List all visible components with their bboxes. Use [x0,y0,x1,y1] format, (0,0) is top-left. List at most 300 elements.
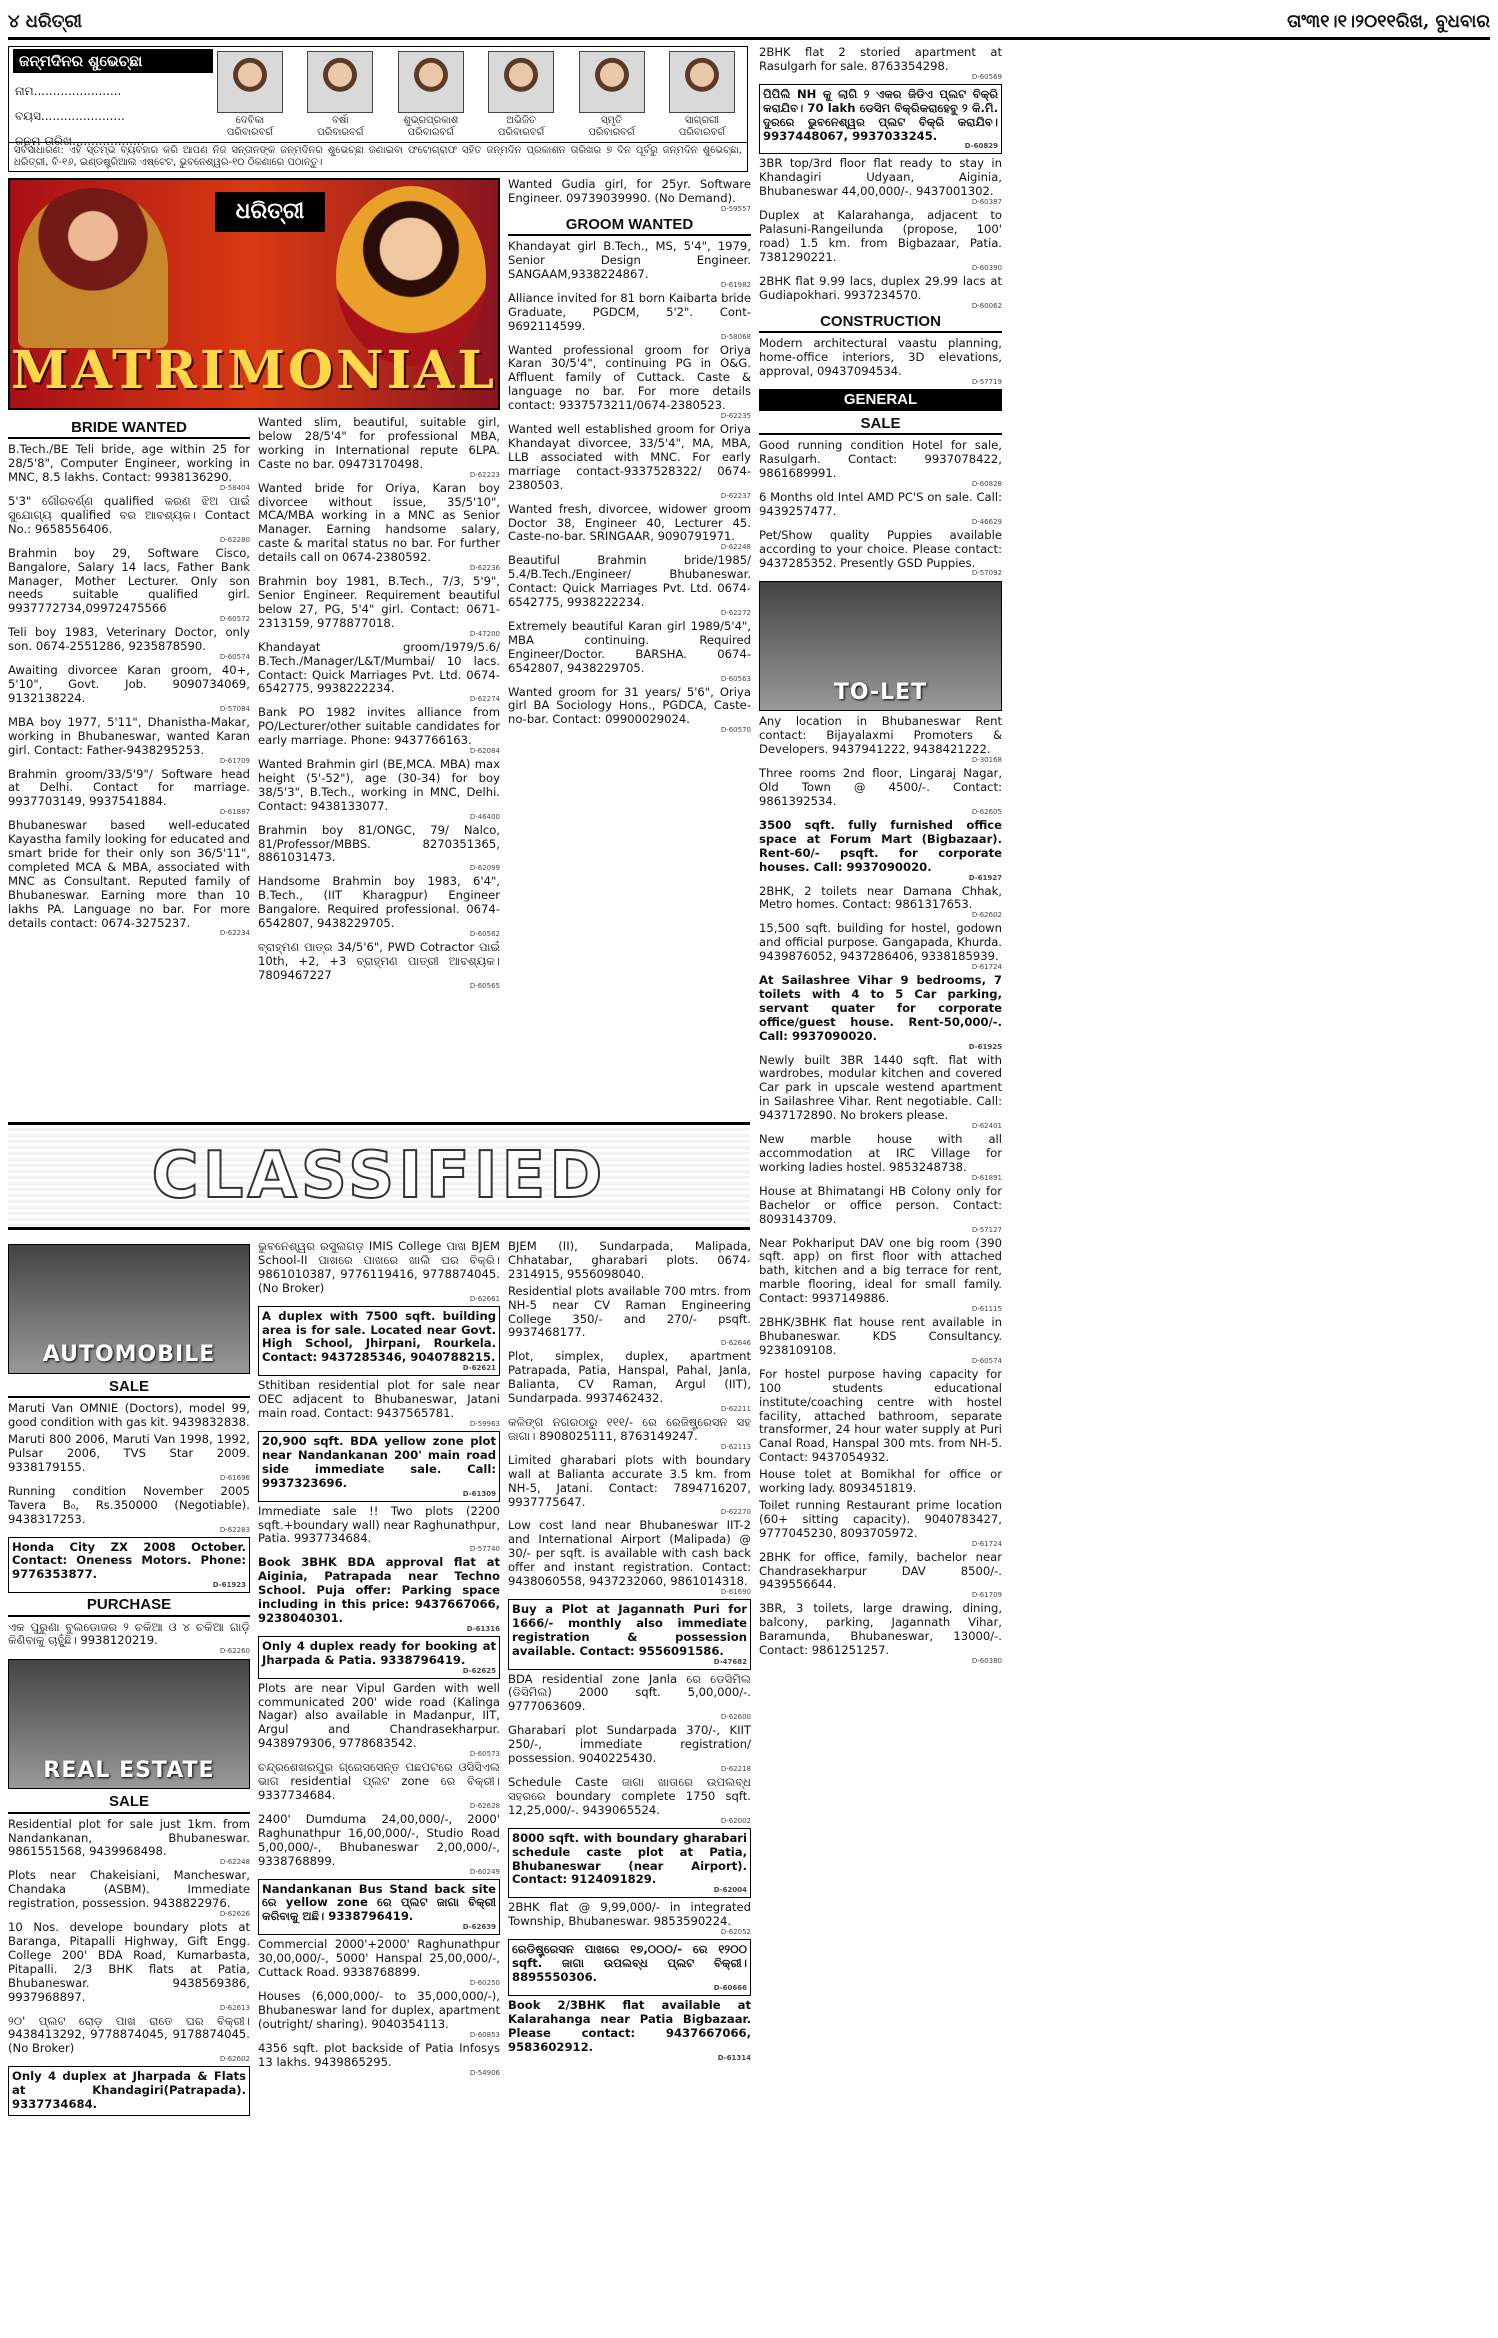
general-ads [759,439,1002,577]
ad-code: D-62248 [720,543,751,552]
classified-ad [508,503,751,552]
ad-text: At Sailashree Vihar 9 bedrooms, 7 toilets with 4 to 5 Car parking, servant quater for corporate office/guest house. Rent-50,000/-. Call: 9937090020. [759,973,1002,1043]
classified-ad [8,664,250,713]
ad-code: D-61925 [968,1042,1002,1051]
ad-code: D-60570 [720,726,751,735]
birthday-kid [571,51,653,137]
groom-wanted-heading: GROOM WANTED [508,216,751,236]
ad-text: Three rooms 2nd floor, Lingaraj Nagar, Old Town @ 4500/-. Contact: 9861392534. [759,766,1002,808]
classified-ad [258,1240,500,1303]
classified-ad [258,758,500,821]
classified-ad [759,885,1002,920]
ad-code: D-60062 [971,301,1002,310]
classified-ad [258,641,500,704]
ad-text: BJEM (II), Sundarpada, Malipada, Chhatabar, gharabari plots. 0674-2314915, 9556098040. [508,1240,751,1281]
classified-ad [258,1431,500,1502]
birthday-box [8,46,748,172]
classified-ad [759,157,1002,206]
classified-ad [508,1416,751,1451]
tolet-ads [759,715,1002,1665]
classified-ad [759,1185,1002,1234]
ad-code: D-61709 [219,756,250,765]
classified-ad [258,482,500,572]
column-2-lower [258,1240,500,2330]
birthday-kid [661,51,743,137]
ad-text: Newly built 3BR 1440 sqft. flat with wardrobes, modular kitchen and covered Car park in upscale westend apartment in Sailashree Vihar. Rent negotiable. Call: 9437172890. No brokers please. [759,1052,1002,1123]
ad-text: Near Pokhariput DAV one big room (390 sqft. app) on first floor with attached bath, kitchen and a big terrace for rent, marble flooring, ideal for small family. Contact: 9937149886. [759,1235,1002,1306]
ad-code: D-60390 [971,263,1002,272]
ad-code: D-61309 [462,1489,496,1498]
ad-code: D-60574 [971,1356,1002,1365]
birthday-note: ସର୍ବସାଧାରଣ: ଏହି ସ୍ତମ୍ଭ ବ୍ୟବହାର କରି ଆପଣ ନିଜ ସନ୍ତାନଙ୍କ ଜନ୍ମଦିନର ଶୁଭେଚ୍ଛା ଜଣାଇବା ଫଟୋଗ୍ରାଫ ସହିତ ଜନ୍ମଦିନ ପ୍ରକାଶନ ତାରିଖର ୭ ଦିନ ପୂର୍ବରୁ ଜନ୍ମଦିନ ଶୁଭେଚ୍ଛା, ଧରିତ୍ରୀ, ବି-୧୬, ଇଣ୍ଡଷ୍ଟ୍ରିଆଲ ଏଷ୍ଟେଟ, ଭୁବନେଶ୍ୱର-୧୦ ଠିକଣାରେ ପଠାନ୍ତୁ। [9,142,747,171]
ad-code: D-62248 [219,1858,250,1867]
ad-code: D-61982 [720,280,751,289]
ad-text: House at Bhimatangi HB Colony only for Bachelor or office person. Contact: 8093143709. [759,1183,1002,1226]
ad-text: Only 4 duplex ready for booking at Jharpada & Patia. 9338796419. [262,1638,496,1667]
classified-ad [759,439,1002,488]
classified-ad [508,554,751,617]
ad-code: D-47682 [713,1657,747,1666]
general-heading: GENERAL [759,389,1002,411]
ad-code: D-62260 [219,1647,250,1656]
ad-code: D-61115 [971,1305,1002,1314]
ad-text: Extremely beautiful Karan girl 1989/5'4", MBA continuing. Required Engineer/Doctor. BARSHA. 0674-6542807, 9438229705. [508,618,751,675]
classified-ad [508,423,751,500]
purchase-heading: PURCHASE [8,1596,250,1616]
birthday-kid [299,51,381,137]
matrimonial-banner [8,178,500,410]
ad-code: D-54906 [469,2068,500,2077]
ad-text: 2BHK flat 2 storied apartment at Rasulgarh for sale. 8763354298. [759,46,1002,73]
classified-ad [258,1938,500,1987]
classified-ad [508,1999,751,2062]
classified-ad [258,2042,500,2077]
ad-code: D-62401 [971,1122,1002,1131]
ad-text: Gharabari plot Sundarpada 370/-, KIIT 250/-, immediate registration/ possession. 9040225430. [508,1723,751,1766]
auto-sale-heading: SALE [8,1378,250,1398]
ad-code: D-62052 [720,1928,751,1937]
classified-ad [258,1306,500,1377]
ad-text: 10 Nos. develope boundary plots at Baranga, Pitapalli Highway, Gift Engg. College 200' BDA Road, Kumarbasta, Pitapalli. 2/3 BHK flats at Patia, Bhubaneswar. 9438569386, 9937968897. [8,1920,250,2004]
classified-ad [508,1673,751,1722]
classified-ad [8,547,250,624]
kid-name: ଅଭିଜିତ [506,115,537,126]
ad-text: Buy a Plot at Jagannath Puri for 1666/- monthly also immediate registration & possession available. Contact: 9556091586. [512,1601,747,1658]
ad-code: D-62280 [219,535,250,544]
ad-text: Alliance invited for 81 born Kaibarta bride Graduate, PGDCM, 5'2". Cont-9692114599. [508,290,751,333]
ad-code: D-60380 [971,1657,1002,1666]
ad-code: D-62605 [971,807,1002,816]
ad-text: Houses (6,000,000/- to 35,000,000/-), Bhubaneswar land for duplex, apartment (outright/ sharing). 9040354113. [258,1988,500,2031]
ad-code: D-60249 [469,1867,500,1876]
ad-text: Residential plot for sale just 1km. from Nandankanan, Bhubaneswar. 9861551568, 9439968498. [8,1816,250,1859]
ad-text: Only 4 duplex at Jharpada & Flats at Khandagiri(Patrapada). 9337734684. [12,2069,246,2112]
ad-code: D-58404 [219,484,250,493]
ad-text: ବ୍ରାହ୍ମଣ ପାତ୍ର 34/5'6", PWD Cotractor ପାଇଁ 10th, +2, +3 ବ୍ରାହ୍ମଣ ପାତ୍ରୀ ଆବଶ୍ୟକ। 7809467227 [258,940,500,982]
classified-ad [258,1636,500,1679]
kid-family: ପରିବାରବର୍ଗ [588,127,635,139]
kid-family: ପରିବାରବର୍ଗ [226,127,274,139]
child-photo [398,51,464,113]
ad-text: Running condition November 2005 Tavera B₀, Rs.350000 (Negotiable). 9438317253. [8,1483,250,1526]
ad-text: Awaiting divorcee Karan groom, 40+, 5'10", Govt. Job. 9090734069, 9132138224. [8,663,250,705]
ad-text: 2BHK, 2 toilets near Damana Chhak, Metro homes. Contact: 9861317653. [759,883,1002,912]
ad-text: Plots are near Vipul Garden with well communicated 200' wide road (Kalinga Nagar) also available in Madanpur, IIT, Argul and Chandrasekharpur. 9438979306, 9778683542. [258,1680,500,1751]
classified-ad [508,344,751,421]
masthead [8,6,1490,40]
ad-text: For hostel purpose having capacity for 100 students educational institute/coaching centre with hostel facility, attached bathroom, separate transformer, 24 hour water supply at Puri Canal Road, Hanspal 300 mts. from NH-5. Contact: 9437054932. [759,1366,1002,1465]
ad-text: Immediate sale !! Two plots (2200 sqft.+boundary wall) near Raghunathpur, Patia. 9937734684. [258,1503,500,1546]
ad-text: 20,900 sqft. BDA yellow zone plot near Nandankanan 200' main road side immediate sale. Call: 9937323696. [262,1433,496,1490]
ad-code: D-60828 [971,479,1002,488]
ad-text: 5'3" ଗୌରବର୍ଣ୍ଣ qualified କରଣ ଝିଅ ପାଇଁ ସୁଯୋଗ୍ୟ qualified ବର ଆବଶ୍ୟକ। Contact No.: 9658556406. [8,494,250,536]
realestate-ads [8,1818,250,2116]
ad-code: D-62099 [469,864,500,873]
dharitri-logo: ଧରିତ୍ରୀ [215,192,325,232]
ad-code: D-62661 [469,1294,500,1303]
general-sale-heading: SALE [759,415,1002,435]
ad-text: Bank PO 1982 invites alliance from PO/Lecturer/other suitable candidates for early marriage. Phone: 9437766163. [258,705,500,748]
birthday-field-name: ନାମ....................... [15,84,122,98]
matrimonial-ads-list [258,416,500,990]
ad-code: D-61887 [219,808,250,817]
classified-ad [759,767,1002,816]
classified-ad [508,240,751,289]
ad-code: D-61724 [971,963,1002,972]
classified-ad [8,1402,250,1430]
ad-text: 2BHK flat 9.99 lacs, duplex 29.99 lacs at Gudiapokhari. 9937234570. [759,273,1002,302]
classified-banner: CLASSIFIED [8,1122,750,1230]
ad-code: D-62621 [462,1364,496,1373]
ad-text: Duplex at Kalarahanga, adjacent to Palasuni-Rangeilunda (propose, 100' road) 1.5 km. from Bigbazaar, Patia. 7381290221. [759,208,1002,264]
ad-text: Modern architectural vaastu planning, home-office interiors, 3D elevations, approval, 09437094534. [759,335,1002,378]
plot-ads [508,1240,751,2062]
ad-text: କଳିଙ୍ଗ ନଗରଠାରୁ ୧୧୧/- ରେ ରେଜିଷ୍ଟ୍ରେସନ ସହ ଜାଗା। 8908025111, 8763149247. [508,1414,751,1443]
ad-code: D-61891 [971,1173,1002,1182]
classified-ad [759,715,1002,764]
ad-text: Schedule Caste ଜାଗା ଖାତାରେ ଉପଲବ୍ଧ ସହରରେ boundary complete 1750 sqft. 12,25,000/-. 9439065524. [508,1775,751,1817]
purchase-ads [8,1621,250,1656]
ad-text: MBA boy 1977, 5'11", Dhanistha-Makar, working in Bhubaneswar, wanted Karan girl. Contact: Father-9438295253. [8,714,250,757]
ad-text: A duplex with 7500 sqft. building area is for sale. Located near Govt. High School, Jhirpani, Rourkela. Contact: 9437285346, 9040788215. [262,1308,496,1365]
classified-ad [508,178,751,213]
child-photo [488,51,554,113]
classified-ad [8,443,250,492]
classified-ad [508,1519,751,1596]
birthday-field-dob: ଜନ୍ମ ତାରିଖ................... [15,134,145,149]
classified-ad [759,1468,1002,1496]
ad-text: New marble house with all accommodation at IRC Village for working ladies hostel. 9853248738. [759,1132,1002,1174]
ad-text: Wanted well established groom for Oriya Khandayat divorcee, 33/5'4", MA, MBA, LLB associated with MNC. For early marriage contact-9337528322/ 0674-2380503. [508,422,751,492]
classified-ad [258,875,500,938]
ad-code: D-57740 [469,1545,500,1554]
ad-code: D-62646 [720,1339,751,1348]
child-photo [307,51,373,113]
ad-code: D-60387 [971,198,1002,207]
ad-code: D-62002 [720,1816,751,1825]
classified-ad [8,1485,250,1534]
ad-text: Nandankanan Bus Stand back site ରେ yellow zone ରେ ପ୍ଲଟ ଜାଗା ବିକ୍ରୀ କରିବାକୁ ଅଛି। 9338796419. [262,1881,496,1924]
classified-ad [508,1454,751,1517]
ad-text: 3BR top/3rd floor flat ready to stay in Khandagiri Udyaan, Aiginia, Bhubaneswar 44,00,000/-. 9437001302. [759,156,1002,199]
child-photo [579,51,645,113]
classified-ad [258,706,500,755]
issue-date: ତାଂ୩୧।୧।୨୦୧୧ରିଖ, ବୁଧବାର [1287,10,1490,32]
ad-code: D-57084 [219,704,250,713]
kid-family: ପରିବାରବର୍ଗ [407,127,454,139]
ad-code: D-62223 [469,470,500,479]
ad-code: D-61923 [212,1581,246,1590]
ad-code: D-46400 [469,812,500,821]
ad-code: D-59963 [469,1419,500,1428]
ad-text: ଚନ୍ଦ୍ରଶେଖରପୁର ଗ୍ରେସସେନ୍ତ ପଛପଟରେ ଓସିସିଏଲ ଭାଗ residential ପ୍ଲଟ zone ରେ ବିକ୍ରୀ। 9337734684. [258,1760,500,1802]
ad-code: D-60572 [219,615,250,624]
classified-ad [258,1761,500,1810]
column-4 [759,46,1002,2330]
ad-text: House tolet at Bomikhal for office or working lady. 8093451819. [759,1467,1002,1496]
classified-ad [8,2066,250,2116]
ad-code: D-59557 [720,204,751,213]
ad-code: D-57719 [971,377,1002,386]
ad-text: ଏକ ପୁରୁଣା ବୁଲଡୋଜର ୨ ଚକିଆ ଓ ୪ ଚକିଆ ଗାଡ଼ି କିଣିବାକୁ ଚାହୁଁଛି। 9938120219. [8,1619,250,1648]
classified-ad [759,1054,1002,1131]
ad-code: D-62218 [720,1765,751,1773]
ad-code: D-62625 [462,1666,496,1675]
ad-text: Khandayat girl B.Tech., MS, 5'4", 1979, Senior Design Engineer. SANGAAM,9338224867. [508,239,751,281]
child-photo [669,51,735,113]
classified-ad [258,824,500,873]
classified-ad [508,1724,751,1773]
ad-text: Wanted Gudia girl, for 25yr. Software Engineer. 09739039990. (No Demand). [508,178,751,205]
classified-ad [508,1240,751,1282]
ad-text: Book 2/3BHK flat available at Kalarahanga near Patia Bigbazaar. Please contact: 9437667066, 9583602912. [508,1997,751,2054]
tolet-photo [759,581,1002,711]
realestate-sale-heading: SALE [8,1793,250,1813]
ad-text: Wanted professional groom for Oriya Karan 30/5'4", continuing PG in O&G. Affluent family of Cuttack. Caste & language no bar. For more details contact: 9337573211/0674-2380523. [508,342,751,413]
classified-ad [258,1556,500,1633]
classified-ad [508,1776,751,1825]
groom-wanted-list [508,240,751,734]
column-3-groom [508,178,751,1116]
classified-ad [508,1285,751,1348]
ad-text: 3BR, 3 toilets, large drawing, dining, balcony, parking, Jagannath Vihar, Baramunda, Bhubaneswar, 13000/-. Contact: 9861251257. [759,1601,1002,1658]
classified-ad [759,1551,1002,1600]
classified-ad [8,1433,250,1482]
classified-ad [508,1350,751,1413]
classified-ad [759,1602,1002,1665]
kid-family: ପରିବାରବର୍ଗ [678,127,726,139]
ad-code: D-62600 [720,1713,751,1722]
ad-text: ରେଡିଷ୍ଟ୍ରେସନ ପାଖରେ ୧୭,୦୦୦/- ରେ ୧୨୦୦ sqft. ଜାଗା ଉପଲବ୍ଧ ପ୍ଲଟ ବିକ୍ରୀ। 8895550306. [512,1942,747,1984]
ad-code: D-62236 [469,564,500,573]
ad-text: Plot, simplex, duplex, apartment Patrapada, Patia, Hanspal, Pahal, Janla, Balianta, CV Raman, Argul (IIT), Sundarpada. 9937462432. [508,1349,751,1406]
ad-text: 15,500 sqft. building for hostel, godown and official purpose. Gangapada, Khurda. 9439876052, 9437286406, 9338185939. [759,921,1002,964]
ad-text: B.Tech./BE Teli bride, age within 25 for 28/5'8", Computer Engineer, working in MNC, 8.5 lakhs. Contact: 9938136290. [8,442,250,485]
automobile-label: AUTOMOBILE [42,1342,216,1368]
ad-code: D-61927 [968,873,1002,882]
ad-code: D-57127 [971,1225,1002,1234]
birthday-photos [209,51,743,137]
ad-code: D-62274 [469,695,500,704]
kid-name: ସାଗ୍ରଗୀ [684,115,719,126]
ad-code: D-62602 [219,2055,250,2064]
ad-code: D-62113 [720,1442,751,1451]
classified-banner-wrap [8,1122,750,1234]
ad-text: Wanted Brahmin girl (BE,MCA. MBA) max height (5'-52"), age (30-34) for boy 38/5'3", B.Tech., working in MNC, Delhi. Contact: 9438133077. [258,757,500,813]
ad-text: Wanted bride for Oriya, Karan boy divorcee without issue, 35/5'10", MCA/MBA working in a MNC as Senior Manager. Earning handsome salary, caste & marital status no bar. For further details call on 0674-2380592. [258,480,500,565]
classified-ad [759,922,1002,971]
classified-ad [8,1869,250,1918]
classified-ad [759,1133,1002,1182]
ad-code: D-62270 [720,1508,751,1517]
kid-name: ବର୍ଷା [332,115,349,126]
classified-ad [258,575,500,638]
classified-ad [8,1621,250,1656]
ad-code: D-60562 [469,930,500,938]
ad-code: D-61696 [219,1473,250,1482]
ad-code: D-62235 [720,412,751,421]
classified-ad [759,974,1002,1051]
ad-code: D-61316 [466,1624,500,1633]
classified-ad [508,1828,751,1899]
ad-code: D-60574 [219,653,250,662]
ad-code: D-60573 [469,1750,500,1759]
ad-text: Bhubaneswar based well-educated Kayastha family looking for educated and smart bride for their only son 36/5'11", completed MCA & MBA, associated with MNC as Consultant. Reputed family of Bhubaneswar. Earning more than 10 lakhs PA. Language no bar. For more details contact: 0674-3275237. [8,818,250,930]
classified-ad [759,1316,1002,1365]
ad-code: D-62211 [720,1404,751,1413]
classified-ad [258,1813,500,1876]
classified-ad [759,1368,1002,1465]
ad-code: D-62004 [713,1886,747,1895]
ad-code: D-62639 [462,1923,496,1932]
ad-code: D-61724 [971,1539,1002,1548]
birthday-kid [209,51,291,137]
ad-text: Plots near Chakeisiani, Mancheswar, Chandaka (ASBM). Immediate registration, possession. 9438822976. [8,1868,250,1911]
ad-text: 2BHK flat @ 9,99,000/- in integrated Township, Bhubaneswar. 9853590224. [508,1900,751,1929]
ad-text: Brahmin boy 29, Software Cisco, Bangalore, Salary 14 lacs, Father Bank Manager, Mother Lecturer. Only son needs suitable qualified girl. 9937772734,09972475566 [8,545,250,616]
ad-text: Maruti Van OMNIE (Doctors), model 99, good condition with gas kit. 9439832838. [8,1401,250,1430]
ad-text: Toilet running Restaurant prime location (60+ sitting capacity). 9040783427, 9777045230, 8093705972. [759,1497,1002,1540]
classified-ad [759,209,1002,272]
ad-code: D-60569 [971,72,1002,81]
ad-text: Honda City ZX 2008 October. Contact: Oneness Motors. Phone: 9776353877. [12,1539,246,1582]
ad-code: D-60565 [469,981,500,990]
ad-text: 6 Months old Intel AMD PC'S on sale. Call: 9439257477. [759,489,1002,518]
ad-text: Teli boy 1983, Veterinary Doctor, only son. 0674-2551286, 9235878590. [8,625,250,654]
ad-text: Wanted slim, beautiful, suitable girl, below 28/5'4" for professional MBA, working in International repute 6LPA. Caste no bar. 09473170498. [258,416,500,471]
ad-text: ଭୁବନେଶ୍ୱର ରସୁଲଗଡ଼ IMIS College ପାଖ BJEM School-II ପାଖରେ ପାଖରେ ଖାଲି ଘର ବିକ୍ରି। 9861010387, 9776119416, 9778874045. (No Broker) [258,1240,500,1295]
automobile-ads [8,1402,250,1593]
ad-code: D-62628 [469,1801,500,1810]
column-2-matrimonial [258,416,500,1116]
ad-code: D-60829 [964,142,998,151]
classified-ad [258,941,500,990]
birthday-field-age: ବୟସ...................... [15,109,125,124]
classified-ad [759,529,1002,578]
classified-ad [8,2015,250,2064]
kid-name: ସ୍ମୃତି [600,115,623,126]
ad-text: 2BHK/3BHK flat house rent available in Bhubaneswar. KDS Consultancy. 9238109108. [759,1315,1002,1357]
bride-wanted-list [8,443,250,937]
ad-code: D-61709 [971,1591,1002,1600]
ad-text: Wanted groom for 31 years/ 5'6", Oriya girl BA Sociology Hons., PGDCA, Caste-no-bar. Contact: 09900029024. [508,684,751,727]
ad-code: D-30168 [971,756,1002,765]
birthday-title: ଜନ୍ମଦିନର ଶୁଭେଚ୍ଛା [13,49,213,73]
ad-text: ୨୦' ପ୍ଲଟ ରୋଡ଼ ପାଖ ରାତେ ଘର ବିକ୍ରୀ। 9438413292, 9778874045, 9178874045. (No Broker) [8,2013,250,2056]
ad-code: D-62602 [971,911,1002,920]
classified-ad [508,1901,751,1936]
page-number: ୪ ଧରିତ୍ରୀ [8,10,83,32]
property-ads [258,1240,500,2077]
matrimonial-title: MATRIMONIAL [11,339,497,401]
classified-ad [508,292,751,341]
birthday-kid [390,51,472,137]
classified-ad [8,626,250,661]
bride-wanted-heading: BRIDE WANTED [8,419,250,439]
classified-ad [8,716,250,765]
ad-code: D-58068 [720,332,751,341]
ad-text: BDA residential zone Janla ରେ ଡେସିମିଲ (ଡିସିମିଲ) 2000 sqft. 5,00,000/-. 9777063609. [508,1671,751,1714]
ad-text: 3500 sqft. fully furnished office space at Forum Mart (Bigbazaar). Rent-60/- psqft. for corporate houses. Call: 9937090020. [759,817,1002,874]
ad-code: D-47200 [469,629,500,638]
ad-code: D-46629 [971,517,1002,526]
classified-ad [508,686,751,735]
column-1-lower [8,1240,250,2330]
ad-text: Sthitiban residential plot for sale near OEC adjacent to Bhubaneswar, Jatani main road. Contact: 9437565781. [258,1378,500,1421]
classified-ad [508,1599,751,1670]
classified-ad [258,1879,500,1936]
ad-text: Brahmin groom/33/5'9"/ Software head at Delhi. Contact for marriage. 9937703149, 9937541884. [8,766,250,809]
birthday-kid [480,51,562,137]
ad-text: Limited gharabari plots with boundary wall at Balianta accurate 3.5 km. from NH-5, Jatani. Contact: 7894716207, 9937775647. [508,1452,751,1509]
ad-text: Any location in Bhubaneswar Rent contact: Bijayalaxmi Promoters & Developers. 9437941222, 9438421222. [759,714,1002,757]
classified-ad [8,819,250,937]
ad-text: Pet/Show quality Puppies available according to your choice. Please contact: 9437285352. Presently GSD Puppies. [759,527,1002,570]
ad-code: D-60666 [713,1983,747,1992]
ad-code: D-62234 [219,929,250,938]
classified-ad [508,1939,751,1996]
ad-text: Low cost land near Bhubaneswar IIT-2 and International Airport (Malipada) @ 30/- per sqft. is available with cash back offer and instant registration. Contact: 9438060558, 9437232060, 9861014318. [508,1518,751,1589]
ad-text: 2BHK for office, family, bachelor near Chandrasekharpur DAV 8500/-. 9439556644. [759,1549,1002,1592]
tolet-label: TO-LET [833,679,928,705]
kid-family: ପରିବାରବର୍ଗ [317,127,364,139]
classified-ad [258,416,500,479]
realestate-label: REAL ESTATE [43,1757,215,1783]
construction-ad [759,337,1002,386]
automobile-photo [8,1244,250,1374]
ad-text: Brahmin boy 1981, B.Tech., 7/3, 5'9", Senior Engineer. Requirement beautiful below 27, PG, 5'4" girl. Contact: 0671-2313159, 9778877018. [258,574,500,630]
ad-code: D-62283 [219,1525,250,1534]
wedding-couple-photo [18,188,168,348]
ad-text: ପିପିଲି NH କୁ ଲାଗି ୨ ଏକର ଜିଡିଏ ପ୍ଲଟ ବିକ୍ରି କରାଯିବ। 70 lakh ଡେସିମ ବିକ୍ରିକରାହେବୁ ୨ କି.ମି. ଦୁରରେ ଭୁବନେଶ୍ୱର ପ୍ଲଟ ବିକ୍ରି କରାଯିବ। 9937448067, 9937033245. [763,86,998,143]
classified-ad [759,84,1002,155]
ad-code: D-57092 [971,569,1002,578]
classified-ad [258,1990,500,2039]
classified-ad [8,495,250,544]
classified-ad [8,1818,250,1867]
ad-text: Wanted fresh, divorcee, widower groom Doctor 38, Engineer 40, Lecturer 45. Caste-no-bar. SRINGAAR, 9090791971. [508,501,751,544]
flat-ads [759,46,1002,310]
classified-ad [258,1682,500,1759]
ad-code: D-61314 [717,2053,751,2062]
ad-text: Handsome Brahmin boy 1983, 6'4", B.Tech., (IIT Kharagpur) Engineer Bangalore. Required professional. 0674-6542807, 9438229705. [258,874,500,931]
classified-ad [8,1921,250,2011]
ad-text: Beautiful Brahmin bride/1985/ 5.4/B.Tech./Engineer/ Bhubaneswar. Contact: Quick Marriages Pvt. Ltd. 0674-6542775, 9938222234. [508,553,751,610]
ad-text: Khandayat groom/1979/5.6/ B.Tech./Manager/L&T/Mumbai/ 10 lacs. Contact: Quick Marriages Pvt. Ltd. 0674-6542775, 9938222234. [258,639,500,696]
ad-text: 4356 sqft. plot backside of Patia Infosys 13 lakhs. 9439865295. [258,2040,500,2069]
ad-text: Brahmin boy 81/ONGC, 79/ Nalco, 81/Professor/MBBS. 8270351365, 8861031473. [258,822,500,865]
child-photo [217,51,283,113]
